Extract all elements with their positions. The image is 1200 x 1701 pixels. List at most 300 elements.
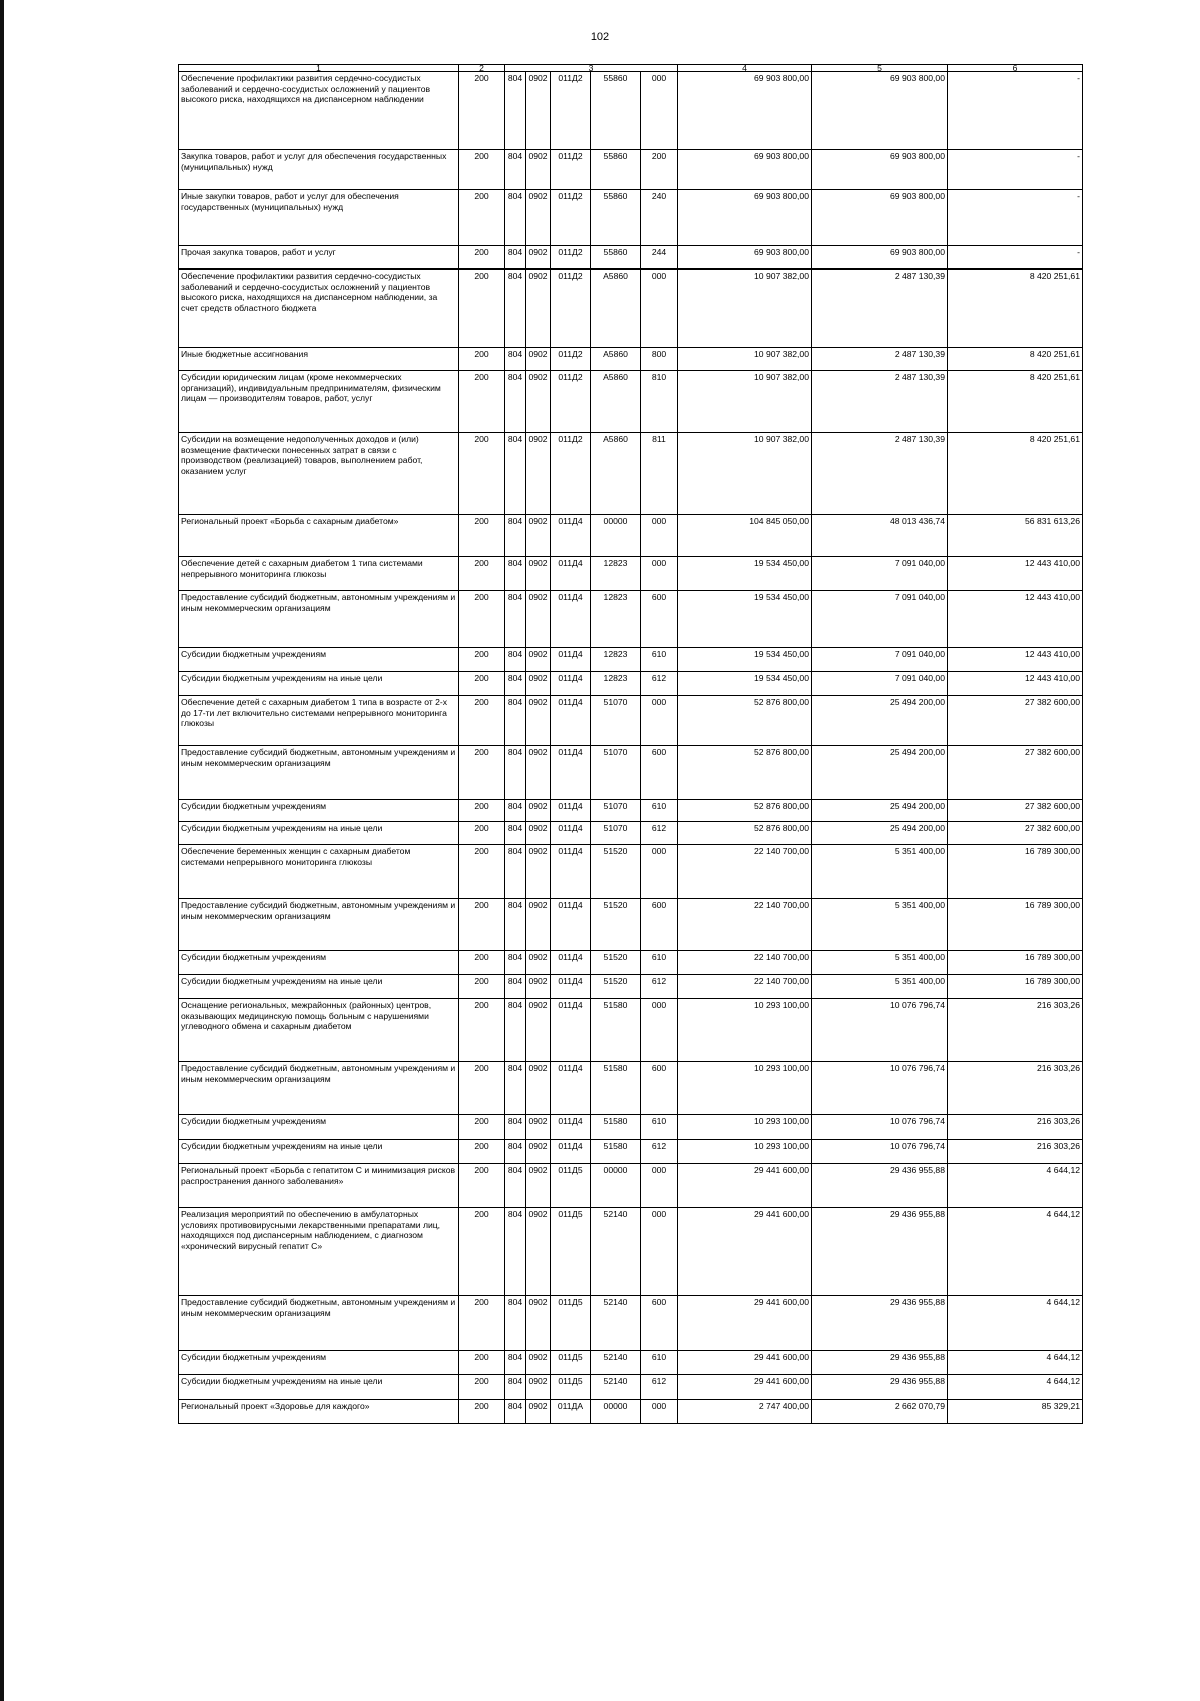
direction-cell: 55860 — [591, 190, 641, 246]
subsection-cell: 0902 — [526, 746, 551, 800]
expense-type-cell: 612 — [641, 975, 678, 999]
program-cell: 011Д4 — [551, 746, 591, 800]
table-row — [179, 72, 1083, 150]
table-row — [179, 1375, 1083, 1400]
table-row — [179, 591, 1083, 648]
description-cell: Закупка товаров, работ и услуг для обеспечения государственных (муниципальных) нужд — [179, 150, 459, 190]
amount-actual-cell: 69 903 800,00 — [812, 190, 948, 246]
grbs-cell: 200 — [459, 246, 505, 270]
amount-actual-cell: 10 076 796,74 — [812, 1115, 948, 1140]
amount-actual-cell: 5 351 400,00 — [812, 845, 948, 899]
expense-type-cell: 600 — [641, 1062, 678, 1115]
direction-cell: 51580 — [591, 1115, 641, 1140]
amount-actual-cell: 2 487 130,39 — [812, 371, 948, 433]
amount-remainder-cell: 8 420 251,61 — [948, 371, 1083, 433]
expense-type-cell: 000 — [641, 696, 678, 746]
expense-type-cell: 000 — [641, 557, 678, 591]
description-cell: Реализация мероприятий по обеспечению в амбулаторных условиях противовирусными лекарственными препаратами лиц, находящихся под диспансерным наблюдением, с диагнозом «хронический вирусный гепатит С» — [179, 1208, 459, 1296]
subsection-cell: 0902 — [526, 433, 551, 515]
table-row — [179, 515, 1083, 557]
program-cell: 011Д4 — [551, 975, 591, 999]
direction-cell: 51070 — [591, 696, 641, 746]
col-header-4: 4 — [678, 65, 812, 72]
description-cell: Обеспечение детей с сахарным диабетом 1 типа системами непрерывного мониторинга глюкозы — [179, 557, 459, 591]
amount-remainder-cell: 56 831 613,26 — [948, 515, 1083, 557]
description-cell: Субсидии бюджетным учреждениям — [179, 648, 459, 672]
amount-actual-cell: 29 436 955,88 — [812, 1296, 948, 1351]
section-cell: 804 — [505, 1164, 526, 1208]
amount-remainder-cell: 216 303,26 — [948, 1062, 1083, 1115]
program-cell: 011Д4 — [551, 999, 591, 1062]
grbs-cell: 200 — [459, 951, 505, 975]
amount-actual-cell: 7 091 040,00 — [812, 648, 948, 672]
table-row — [179, 696, 1083, 746]
description-cell: Иные закупки товаров, работ и услуг для обеспечения государственных (муниципальных) нужд — [179, 190, 459, 246]
direction-cell: 00000 — [591, 1164, 641, 1208]
grbs-cell: 200 — [459, 975, 505, 999]
amount-remainder-cell: 85 329,21 — [948, 1400, 1083, 1424]
grbs-cell: 200 — [459, 696, 505, 746]
direction-cell: 52140 — [591, 1375, 641, 1400]
amount-actual-cell: 10 076 796,74 — [812, 1062, 948, 1115]
table-row — [179, 1208, 1083, 1296]
amount-remainder-cell: 8 420 251,61 — [948, 269, 1083, 348]
program-cell: 011Д2 — [551, 72, 591, 150]
grbs-cell: 200 — [459, 371, 505, 433]
grbs-cell: 200 — [459, 557, 505, 591]
amount-actual-cell: 7 091 040,00 — [812, 672, 948, 696]
expense-type-cell: 000 — [641, 72, 678, 150]
section-cell: 804 — [505, 1140, 526, 1164]
amount-remainder-cell: 216 303,26 — [948, 1140, 1083, 1164]
amount-remainder-cell: 12 443 410,00 — [948, 672, 1083, 696]
program-cell: 011Д2 — [551, 371, 591, 433]
col-header-6: 6 — [948, 65, 1083, 72]
direction-cell: 51070 — [591, 822, 641, 845]
section-cell: 804 — [505, 800, 526, 822]
subsection-cell: 0902 — [526, 515, 551, 557]
subsection-cell: 0902 — [526, 696, 551, 746]
direction-cell: 12823 — [591, 557, 641, 591]
section-cell: 804 — [505, 591, 526, 648]
section-cell: 804 — [505, 1375, 526, 1400]
section-cell: 804 — [505, 1062, 526, 1115]
program-cell: 011Д2 — [551, 150, 591, 190]
direction-cell: 00000 — [591, 1400, 641, 1424]
section-cell: 804 — [505, 975, 526, 999]
table-row — [179, 672, 1083, 696]
description-cell: Обеспечение профилактики развития сердечно-сосудистых заболеваний и сердечно-сосудистых осложнений у пациентов высокого риска, находящихся на диспансерном наблюдении — [179, 72, 459, 150]
amount-plan-cell: 19 534 450,00 — [678, 672, 812, 696]
amount-actual-cell: 25 494 200,00 — [812, 746, 948, 800]
direction-cell: 51520 — [591, 951, 641, 975]
amount-remainder-cell: 16 789 300,00 — [948, 951, 1083, 975]
grbs-cell: 200 — [459, 433, 505, 515]
grbs-cell: 200 — [459, 269, 505, 348]
description-cell: Региональный проект «Здоровье для каждого» — [179, 1400, 459, 1424]
table-row — [179, 269, 1083, 348]
table-row — [179, 1062, 1083, 1115]
program-cell: 011Д4 — [551, 1115, 591, 1140]
description-cell: Оснащение региональных, межрайонных (районных) центров, оказывающих медицинскую помощь больным с нарушениями углеводного обмена и сахарным диабетом — [179, 999, 459, 1062]
amount-plan-cell: 2 747 400,00 — [678, 1400, 812, 1424]
section-cell: 804 — [505, 951, 526, 975]
subsection-cell: 0902 — [526, 999, 551, 1062]
table-row — [179, 433, 1083, 515]
table-row — [179, 246, 1083, 270]
expense-type-cell: 811 — [641, 433, 678, 515]
amount-plan-cell: 52 876 800,00 — [678, 696, 812, 746]
expense-type-cell: 600 — [641, 1296, 678, 1351]
table-row — [179, 822, 1083, 845]
amount-actual-cell: 69 903 800,00 — [812, 246, 948, 270]
subsection-cell: 0902 — [526, 1062, 551, 1115]
section-cell: 804 — [505, 371, 526, 433]
grbs-cell: 200 — [459, 1140, 505, 1164]
expense-type-cell: 240 — [641, 190, 678, 246]
subsection-cell: 0902 — [526, 557, 551, 591]
section-cell: 804 — [505, 1115, 526, 1140]
subsection-cell: 0902 — [526, 975, 551, 999]
amount-actual-cell: 29 436 955,88 — [812, 1208, 948, 1296]
section-cell: 804 — [505, 72, 526, 150]
grbs-cell: 200 — [459, 999, 505, 1062]
subsection-cell: 0902 — [526, 1296, 551, 1351]
program-cell: 011Д5 — [551, 1351, 591, 1375]
table-row — [179, 845, 1083, 899]
amount-plan-cell: 22 140 700,00 — [678, 951, 812, 975]
amount-remainder-cell: 27 382 600,00 — [948, 822, 1083, 845]
table-row — [179, 1164, 1083, 1208]
section-cell: 804 — [505, 1351, 526, 1375]
amount-plan-cell: 10 293 100,00 — [678, 1115, 812, 1140]
program-cell: 011ДА — [551, 1400, 591, 1424]
grbs-cell: 200 — [459, 1115, 505, 1140]
grbs-cell: 200 — [459, 822, 505, 845]
amount-actual-cell: 5 351 400,00 — [812, 975, 948, 999]
program-cell: 011Д2 — [551, 433, 591, 515]
expense-type-cell: 610 — [641, 1351, 678, 1375]
description-cell: Субсидии юридическим лицам (кроме некоммерческих организаций), индивидуальным предпринимателям, физическим лицам — производителям товаров, работ, услуг — [179, 371, 459, 433]
direction-cell: 51580 — [591, 1062, 641, 1115]
header-row — [179, 65, 1083, 72]
amount-actual-cell: 69 903 800,00 — [812, 72, 948, 150]
direction-cell: 51520 — [591, 975, 641, 999]
amount-remainder-cell: 8 420 251,61 — [948, 433, 1083, 515]
amount-actual-cell: 10 076 796,74 — [812, 1140, 948, 1164]
amount-actual-cell: 2 662 070,79 — [812, 1400, 948, 1424]
direction-cell: 52140 — [591, 1351, 641, 1375]
program-cell: 011Д2 — [551, 348, 591, 371]
expense-type-cell: 600 — [641, 899, 678, 951]
amount-remainder-cell: 12 443 410,00 — [948, 591, 1083, 648]
amount-actual-cell: 25 494 200,00 — [812, 696, 948, 746]
program-cell: 011Д4 — [551, 800, 591, 822]
subsection-cell: 0902 — [526, 150, 551, 190]
section-cell: 804 — [505, 246, 526, 270]
grbs-cell: 200 — [459, 1208, 505, 1296]
description-cell: Предоставление субсидий бюджетным, автономным учреждениям и иным некоммерческим организациям — [179, 746, 459, 800]
amount-plan-cell: 19 534 450,00 — [678, 591, 812, 648]
amount-plan-cell: 10 907 382,00 — [678, 348, 812, 371]
amount-remainder-cell: 8 420 251,61 — [948, 348, 1083, 371]
amount-actual-cell: 5 351 400,00 — [812, 951, 948, 975]
description-cell: Предоставление субсидий бюджетным, автономным учреждениям и иным некоммерческим организациям — [179, 899, 459, 951]
amount-remainder-cell: - — [948, 72, 1083, 150]
program-cell: 011Д4 — [551, 672, 591, 696]
table-row — [179, 150, 1083, 190]
subsection-cell: 0902 — [526, 822, 551, 845]
grbs-cell: 200 — [459, 515, 505, 557]
table-body — [179, 65, 1083, 1424]
description-cell: Прочая закупка товаров, работ и услуг — [179, 246, 459, 270]
amount-actual-cell: 25 494 200,00 — [812, 800, 948, 822]
program-cell: 011Д4 — [551, 899, 591, 951]
grbs-cell: 200 — [459, 800, 505, 822]
subsection-cell: 0902 — [526, 899, 551, 951]
amount-plan-cell: 22 140 700,00 — [678, 845, 812, 899]
expense-type-cell: 000 — [641, 1164, 678, 1208]
subsection-cell: 0902 — [526, 348, 551, 371]
expense-type-cell: 600 — [641, 591, 678, 648]
amount-remainder-cell: 27 382 600,00 — [948, 800, 1083, 822]
direction-cell: 51070 — [591, 746, 641, 800]
amount-plan-cell: 10 907 382,00 — [678, 269, 812, 348]
table-row — [179, 951, 1083, 975]
col-header-1: 1 — [179, 65, 459, 72]
amount-remainder-cell: - — [948, 150, 1083, 190]
amount-plan-cell: 29 441 600,00 — [678, 1375, 812, 1400]
direction-cell: 55860 — [591, 150, 641, 190]
program-cell: 011Д4 — [551, 557, 591, 591]
expense-type-cell: 200 — [641, 150, 678, 190]
section-cell: 804 — [505, 899, 526, 951]
description-cell: Субсидии бюджетным учреждениям на иные цели — [179, 1140, 459, 1164]
amount-plan-cell: 19 534 450,00 — [678, 648, 812, 672]
section-cell: 804 — [505, 648, 526, 672]
expense-type-cell: 810 — [641, 371, 678, 433]
grbs-cell: 200 — [459, 648, 505, 672]
program-cell: 011Д4 — [551, 515, 591, 557]
table-row — [179, 1351, 1083, 1375]
direction-cell: А5860 — [591, 433, 641, 515]
grbs-cell: 200 — [459, 746, 505, 800]
col-header-5: 5 — [812, 65, 948, 72]
expense-type-cell: 612 — [641, 1140, 678, 1164]
expense-type-cell: 000 — [641, 515, 678, 557]
section-cell: 804 — [505, 999, 526, 1062]
subsection-cell: 0902 — [526, 371, 551, 433]
subsection-cell: 0902 — [526, 1208, 551, 1296]
section-cell: 804 — [505, 515, 526, 557]
subsection-cell: 0902 — [526, 1351, 551, 1375]
direction-cell: 12823 — [591, 672, 641, 696]
amount-plan-cell: 29 441 600,00 — [678, 1351, 812, 1375]
amount-plan-cell: 10 293 100,00 — [678, 999, 812, 1062]
section-cell: 804 — [505, 1296, 526, 1351]
amount-remainder-cell: 27 382 600,00 — [948, 746, 1083, 800]
expense-type-cell: 600 — [641, 746, 678, 800]
amount-plan-cell: 104 845 050,00 — [678, 515, 812, 557]
subsection-cell: 0902 — [526, 269, 551, 348]
subsection-cell: 0902 — [526, 648, 551, 672]
table-row — [179, 371, 1083, 433]
expense-type-cell: 000 — [641, 999, 678, 1062]
table-row — [179, 348, 1083, 371]
direction-cell: А5860 — [591, 269, 641, 348]
table-row — [179, 800, 1083, 822]
description-cell: Обеспечение беременных женщин с сахарным диабетом системами непрерывного мониторинга глюкозы — [179, 845, 459, 899]
budget-table — [178, 64, 1083, 1424]
expense-type-cell: 610 — [641, 1115, 678, 1140]
amount-plan-cell: 29 441 600,00 — [678, 1296, 812, 1351]
table-row — [179, 1140, 1083, 1164]
section-cell: 804 — [505, 433, 526, 515]
description-cell: Предоставление субсидий бюджетным, автономным учреждениям и иным некоммерческим организациям — [179, 1062, 459, 1115]
scan-edge — [0, 0, 4, 1701]
amount-plan-cell: 69 903 800,00 — [678, 246, 812, 270]
amount-remainder-cell: - — [948, 190, 1083, 246]
description-cell: Субсидии бюджетным учреждениям на иные цели — [179, 822, 459, 845]
amount-actual-cell: 7 091 040,00 — [812, 591, 948, 648]
expense-type-cell: 612 — [641, 1375, 678, 1400]
table-row — [179, 190, 1083, 246]
page-number: 102 — [590, 31, 610, 43]
amount-remainder-cell: - — [948, 246, 1083, 270]
subsection-cell: 0902 — [526, 1140, 551, 1164]
direction-cell: А5860 — [591, 348, 641, 371]
amount-remainder-cell: 16 789 300,00 — [948, 899, 1083, 951]
section-cell: 804 — [505, 1400, 526, 1424]
section-cell: 804 — [505, 672, 526, 696]
amount-remainder-cell: 4 644,12 — [948, 1164, 1083, 1208]
program-cell: 011Д2 — [551, 269, 591, 348]
grbs-cell: 200 — [459, 899, 505, 951]
amount-plan-cell: 52 876 800,00 — [678, 746, 812, 800]
amount-plan-cell: 29 441 600,00 — [678, 1164, 812, 1208]
amount-plan-cell: 22 140 700,00 — [678, 975, 812, 999]
description-cell: Субсидии бюджетным учреждениям — [179, 1351, 459, 1375]
expense-type-cell: 000 — [641, 269, 678, 348]
direction-cell: 51520 — [591, 845, 641, 899]
amount-remainder-cell: 4 644,12 — [948, 1296, 1083, 1351]
description-cell: Обеспечение профилактики развития сердечно-сосудистых заболеваний и сердечно-сосудистых осложнений у пациентов высокого риска, находящихся на диспансерном наблюдении, за счет средств областного бюджета — [179, 269, 459, 348]
program-cell: 011Д2 — [551, 246, 591, 270]
amount-remainder-cell: 4 644,12 — [948, 1208, 1083, 1296]
subsection-cell: 0902 — [526, 1375, 551, 1400]
program-cell: 011Д4 — [551, 696, 591, 746]
grbs-cell: 200 — [459, 1375, 505, 1400]
amount-actual-cell: 25 494 200,00 — [812, 822, 948, 845]
expense-type-cell: 000 — [641, 1208, 678, 1296]
direction-cell: 55860 — [591, 246, 641, 270]
description-cell: Иные бюджетные ассигнования — [179, 348, 459, 371]
program-cell: 011Д5 — [551, 1208, 591, 1296]
amount-remainder-cell: 16 789 300,00 — [948, 975, 1083, 999]
amount-actual-cell: 10 076 796,74 — [812, 999, 948, 1062]
amount-remainder-cell: 12 443 410,00 — [948, 648, 1083, 672]
table-row — [179, 557, 1083, 591]
grbs-cell: 200 — [459, 1400, 505, 1424]
direction-cell: 51580 — [591, 1140, 641, 1164]
table-row — [179, 899, 1083, 951]
expense-type-cell: 612 — [641, 672, 678, 696]
program-cell: 011Д5 — [551, 1164, 591, 1208]
grbs-cell: 200 — [459, 845, 505, 899]
subsection-cell: 0902 — [526, 800, 551, 822]
subsection-cell: 0902 — [526, 1400, 551, 1424]
expense-type-cell: 610 — [641, 648, 678, 672]
amount-plan-cell: 10 907 382,00 — [678, 433, 812, 515]
section-cell: 804 — [505, 696, 526, 746]
description-cell: Субсидии бюджетным учреждениям на иные цели — [179, 672, 459, 696]
amount-actual-cell: 69 903 800,00 — [812, 150, 948, 190]
program-cell: 011Д4 — [551, 822, 591, 845]
amount-remainder-cell: 27 382 600,00 — [948, 696, 1083, 746]
direction-cell: 52140 — [591, 1208, 641, 1296]
amount-remainder-cell: 216 303,26 — [948, 999, 1083, 1062]
expense-type-cell: 612 — [641, 822, 678, 845]
program-cell: 011Д5 — [551, 1296, 591, 1351]
grbs-cell: 200 — [459, 1062, 505, 1115]
grbs-cell: 200 — [459, 1164, 505, 1208]
amount-plan-cell: 10 293 100,00 — [678, 1062, 812, 1115]
expense-type-cell: 244 — [641, 246, 678, 270]
amount-actual-cell: 5 351 400,00 — [812, 899, 948, 951]
amount-plan-cell: 29 441 600,00 — [678, 1208, 812, 1296]
subsection-cell: 0902 — [526, 672, 551, 696]
description-cell: Предоставление субсидий бюджетным, автономным учреждениям и иным некоммерческим организациям — [179, 1296, 459, 1351]
amount-actual-cell: 2 487 130,39 — [812, 433, 948, 515]
direction-cell: 51070 — [591, 800, 641, 822]
section-cell: 804 — [505, 269, 526, 348]
expense-type-cell: 000 — [641, 845, 678, 899]
amount-remainder-cell: 216 303,26 — [948, 1115, 1083, 1140]
description-cell: Обеспечение детей с сахарным диабетом 1 типа в возрасте от 2-х до 17-ти лет включительно системами непрерывного мониторинга глюкозы — [179, 696, 459, 746]
table-row — [179, 999, 1083, 1062]
amount-plan-cell: 69 903 800,00 — [678, 190, 812, 246]
section-cell: 804 — [505, 348, 526, 371]
expense-type-cell: 610 — [641, 951, 678, 975]
direction-cell: 12823 — [591, 648, 641, 672]
col-header-3: 3 — [505, 65, 678, 72]
program-cell: 011Д4 — [551, 1062, 591, 1115]
amount-remainder-cell: 4 644,12 — [948, 1375, 1083, 1400]
description-cell: Субсидии бюджетным учреждениям на иные цели — [179, 1375, 459, 1400]
amount-actual-cell: 29 436 955,88 — [812, 1351, 948, 1375]
grbs-cell: 200 — [459, 591, 505, 648]
grbs-cell: 200 — [459, 348, 505, 371]
description-cell: Субсидии бюджетным учреждениям — [179, 800, 459, 822]
subsection-cell: 0902 — [526, 246, 551, 270]
amount-actual-cell: 2 487 130,39 — [812, 269, 948, 348]
amount-plan-cell: 52 876 800,00 — [678, 800, 812, 822]
amount-plan-cell: 52 876 800,00 — [678, 822, 812, 845]
section-cell: 804 — [505, 150, 526, 190]
amount-remainder-cell: 16 789 300,00 — [948, 845, 1083, 899]
table-row — [179, 746, 1083, 800]
direction-cell: 12823 — [591, 591, 641, 648]
subsection-cell: 0902 — [526, 1164, 551, 1208]
description-cell: Субсидии бюджетным учреждениям — [179, 1115, 459, 1140]
section-cell: 804 — [505, 190, 526, 246]
description-cell: Региональный проект «Борьба с сахарным диабетом» — [179, 515, 459, 557]
table-row — [179, 975, 1083, 999]
description-cell: Субсидии на возмещение недополученных доходов и (или) возмещение фактически понесенных затрат в связи с производством (реализацией) товаров, выполнением работ, оказанием услуг — [179, 433, 459, 515]
amount-remainder-cell: 4 644,12 — [948, 1351, 1083, 1375]
section-cell: 804 — [505, 822, 526, 845]
amount-plan-cell: 69 903 800,00 — [678, 72, 812, 150]
